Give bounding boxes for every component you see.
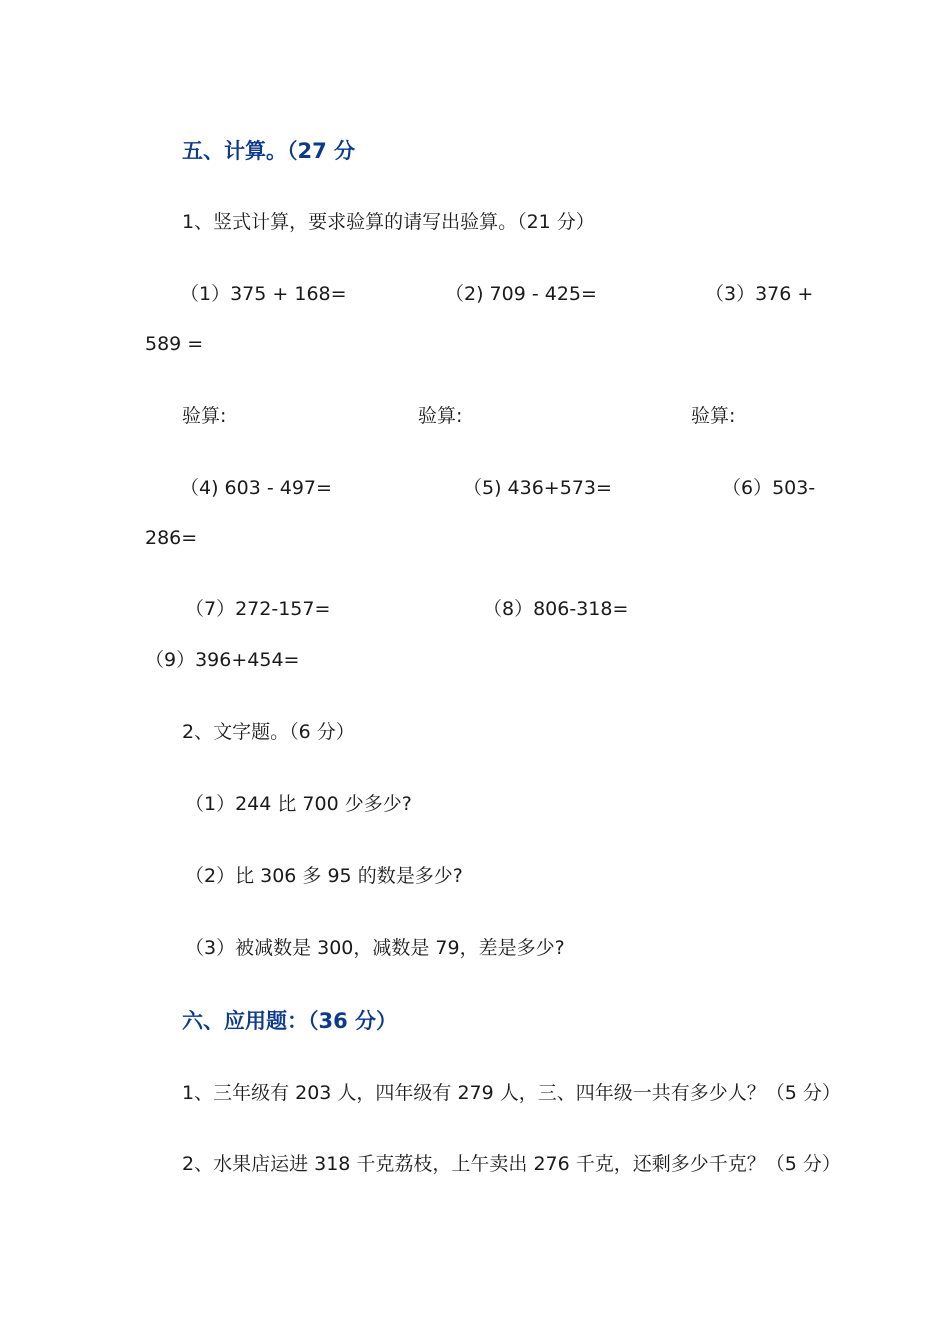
word-problem-3: （3）被减数是 300，减数是 79，差是多少? bbox=[185, 937, 565, 959]
problem-8: （8）806-318= bbox=[483, 598, 629, 620]
question-2-title: 2、文字题。（6 分） bbox=[182, 721, 355, 743]
problem-7: （7）272-157= bbox=[185, 598, 331, 620]
word-problem-1: （1）244 比 700 少多少? bbox=[185, 793, 412, 815]
problem-3: （3）376 + bbox=[705, 283, 814, 305]
problem-6: （6）503- bbox=[722, 477, 816, 499]
question-1-title: 1、竖式计算，要求验算的请写出验算。（21 分） bbox=[182, 211, 595, 233]
problem-3-continued: 589 = bbox=[145, 333, 204, 355]
word-problem-2: （2）比 306 多 95 的数是多少? bbox=[185, 865, 463, 887]
problem-9: （9）396+454= bbox=[145, 649, 300, 671]
check-label-1: 验算: bbox=[182, 405, 227, 427]
section-6-heading: 六、应用题：（36 分） bbox=[182, 1009, 398, 1033]
problem-2: （2) 709 - 425= bbox=[445, 283, 597, 305]
check-label-3: 验算: bbox=[691, 405, 736, 427]
application-problem-2: 2、水果店运进 318 千克荔枝，上午卖出 276 千克，还剩多少千克？（5 分） bbox=[182, 1153, 841, 1175]
application-problem-1: 1、三年级有 203 人，四年级有 279 人，三、四年级一共有多少人？（5 分） bbox=[182, 1082, 841, 1104]
check-label-2: 验算: bbox=[418, 405, 463, 427]
problem-6-continued: 286= bbox=[145, 527, 198, 549]
section-5-heading: 五、计算。（27 分 bbox=[182, 139, 356, 163]
problem-5: （5) 436+573= bbox=[463, 477, 612, 499]
problem-1: （1）375 + 168= bbox=[180, 283, 347, 305]
problem-4: （4) 603 - 497= bbox=[180, 477, 332, 499]
